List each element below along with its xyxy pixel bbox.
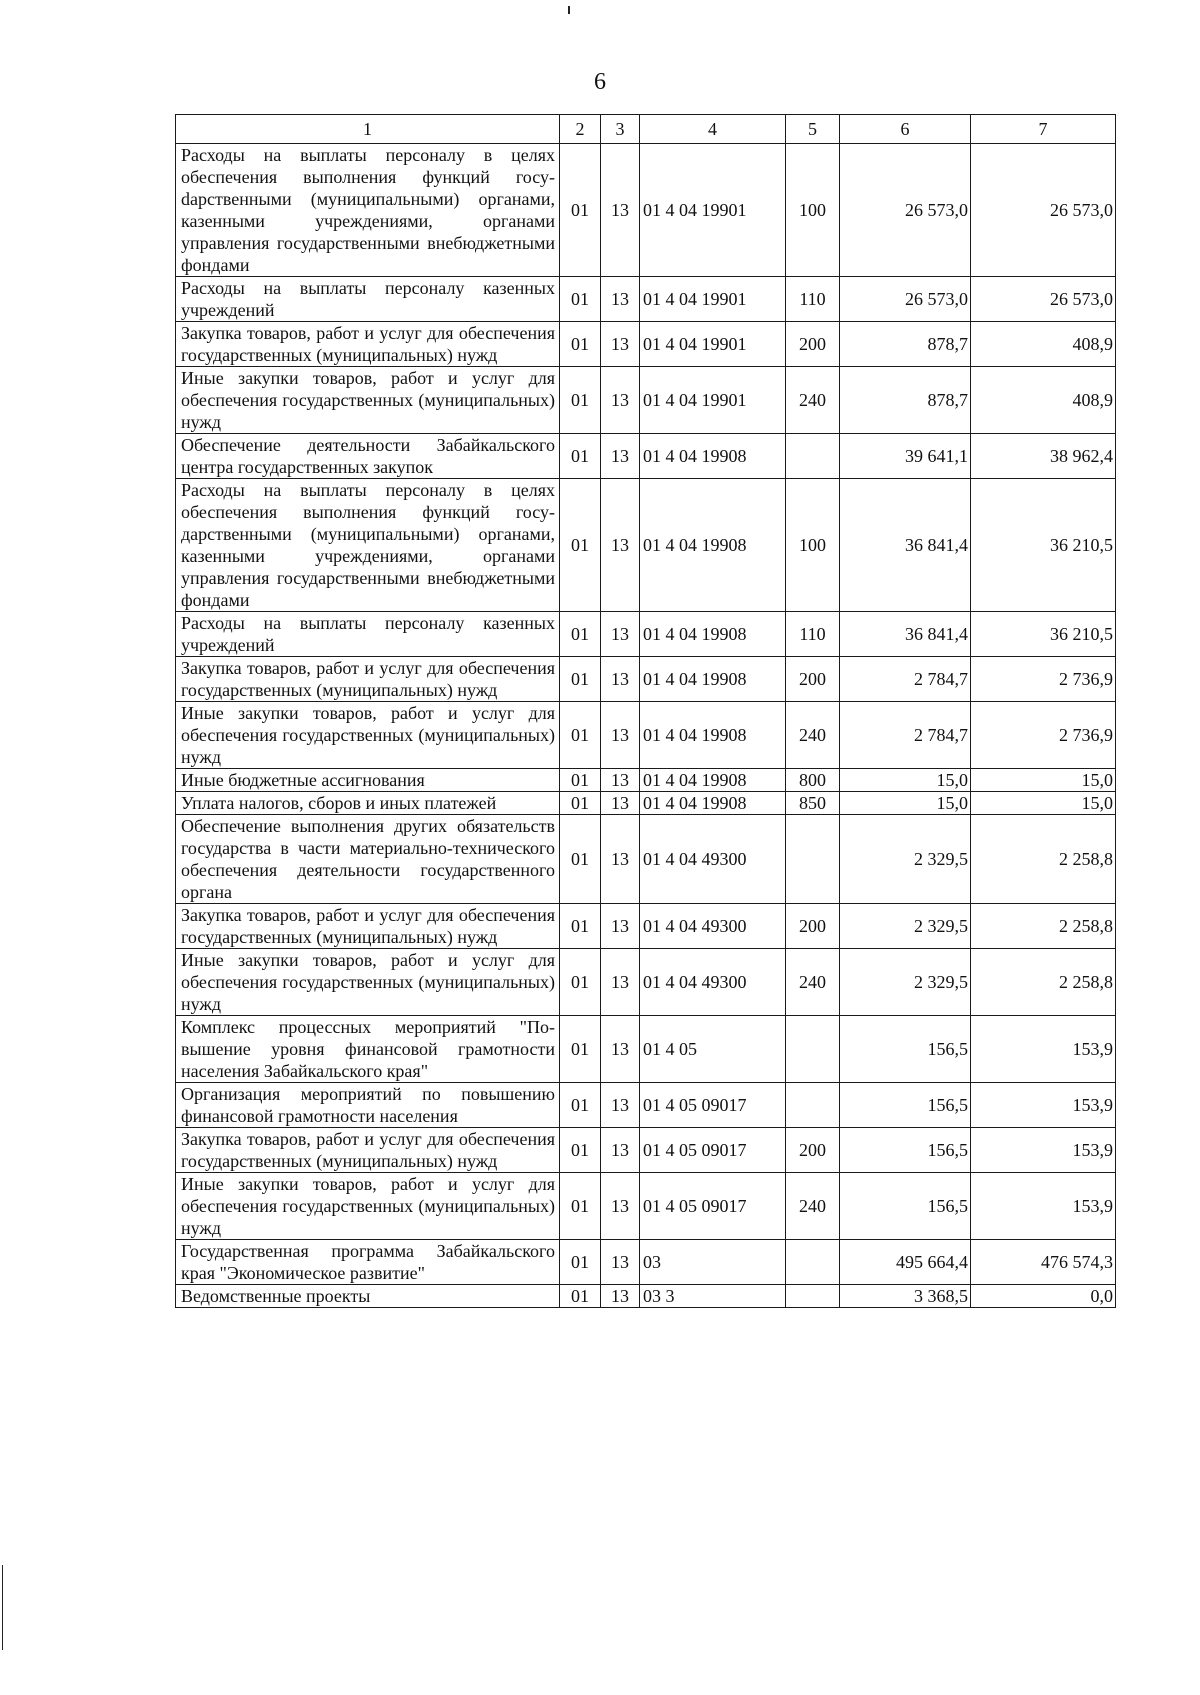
row-expense-type: [786, 1016, 840, 1083]
row-subsection-code: 13: [601, 1285, 640, 1308]
row-target-article: 03 3: [640, 1285, 786, 1308]
row-amount-col7: 2 736,9: [971, 657, 1116, 702]
row-amount-col6: 878,7: [840, 322, 971, 367]
table-row: [176, 1285, 1116, 1308]
table-row: [176, 904, 1116, 949]
table-body: [176, 144, 1116, 1308]
row-section-code: 01: [560, 1173, 601, 1240]
row-description: Ведомственные проекты: [176, 1285, 560, 1308]
row-expense-type: 200: [786, 1128, 840, 1173]
row-subsection-code: 13: [601, 815, 640, 904]
column-header-1: 1: [176, 115, 560, 144]
row-amount-col6: 495 664,4: [840, 1240, 971, 1285]
row-section-code: 01: [560, 1016, 601, 1083]
row-section-code: 01: [560, 769, 601, 792]
row-target-article: 01 4 04 19908: [640, 769, 786, 792]
table-row: [176, 144, 1116, 277]
row-amount-col7: 26 573,0: [971, 277, 1116, 322]
row-target-article: 01 4 04 19908: [640, 702, 786, 769]
row-amount-col7: 2 258,8: [971, 949, 1116, 1016]
row-section-code: 01: [560, 792, 601, 815]
row-amount-col6: 39 641,1: [840, 434, 971, 479]
row-description: Обеспечение выполнения других обязательств государства в части материально-технического обеспечения деятельности государственного органа: [176, 815, 560, 904]
table-row: [176, 612, 1116, 657]
row-description: Иные закупки товаров, работ и услуг для обеспечения государственных (муниципальных) нужд: [176, 367, 560, 434]
row-target-article: 01 4 05 09017: [640, 1128, 786, 1173]
row-amount-col6: 2 784,7: [840, 657, 971, 702]
row-expense-type: 110: [786, 612, 840, 657]
row-subsection-code: 13: [601, 657, 640, 702]
row-amount-col7: 36 210,5: [971, 479, 1116, 612]
column-header-3: 3: [601, 115, 640, 144]
row-description: Иные бюджетные ассигнования: [176, 769, 560, 792]
row-target-article: 01 4 04 49300: [640, 949, 786, 1016]
row-expense-type: [786, 1285, 840, 1308]
row-subsection-code: 13: [601, 322, 640, 367]
row-amount-col7: 476 574,3: [971, 1240, 1116, 1285]
table-row: [176, 792, 1116, 815]
row-section-code: 01: [560, 904, 601, 949]
row-description: Расходы на выплаты персоналу казенных учреждений: [176, 612, 560, 657]
table-row: [176, 815, 1116, 904]
row-subsection-code: 13: [601, 1128, 640, 1173]
row-target-article: 01 4 04 19908: [640, 792, 786, 815]
row-target-article: 01 4 04 49300: [640, 815, 786, 904]
row-amount-col7: 36 210,5: [971, 612, 1116, 657]
row-amount-col7: 408,9: [971, 322, 1116, 367]
column-header-5: 5: [786, 115, 840, 144]
row-amount-col6: 156,5: [840, 1083, 971, 1128]
column-header-4: 4: [640, 115, 786, 144]
table-row: [176, 277, 1116, 322]
row-expense-type: 110: [786, 277, 840, 322]
row-description: Государственная программа Забайкальского края "Экономическое развитие": [176, 1240, 560, 1285]
row-target-article: 01 4 04 19908: [640, 657, 786, 702]
row-section-code: 01: [560, 1285, 601, 1308]
row-amount-col6: 15,0: [840, 769, 971, 792]
row-amount-col7: 15,0: [971, 769, 1116, 792]
row-target-article: 01 4 04 19908: [640, 612, 786, 657]
row-amount-col6: 26 573,0: [840, 144, 971, 277]
row-amount-col7: 0,0: [971, 1285, 1116, 1308]
row-amount-col7: 38 962,4: [971, 434, 1116, 479]
row-amount-col6: 26 573,0: [840, 277, 971, 322]
table-row: [176, 1173, 1116, 1240]
table-row: [176, 657, 1116, 702]
row-expense-type: 240: [786, 702, 840, 769]
row-expense-type: 240: [786, 367, 840, 434]
row-description: Комплекс процессных мероприятий "Повышение уровня финансовой грамотности населения Забайкальского края": [176, 1016, 560, 1083]
table-row: [176, 769, 1116, 792]
row-expense-type: 200: [786, 904, 840, 949]
row-amount-col6: 2 784,7: [840, 702, 971, 769]
row-amount-col6: 36 841,4: [840, 612, 971, 657]
row-description: Расходы на выплаты персоналу в целях обеспечения выполнения функций госуdарственными (муниципальными) органами, казенными учреждениями, органами управления государственными внебюджетными фондами: [176, 144, 560, 277]
row-expense-type: [786, 434, 840, 479]
row-expense-type: 240: [786, 1173, 840, 1240]
row-subsection-code: 13: [601, 702, 640, 769]
row-expense-type: [786, 815, 840, 904]
row-description: Иные закупки товаров, работ и услуг для обеспечения государственных (муниципальных) нужд: [176, 702, 560, 769]
row-description: Закупка товаров, работ и услуг для обеспечения государственных (муниципальных) нужд: [176, 322, 560, 367]
scan-mark-left-margin: [2, 1565, 3, 1650]
row-amount-col6: 2 329,5: [840, 815, 971, 904]
column-header-6: 6: [840, 115, 971, 144]
row-amount-col7: 153,9: [971, 1173, 1116, 1240]
row-amount-col7: 15,0: [971, 792, 1116, 815]
row-description: Расходы на выплаты персоналу в целях обеспечения выполнения функций государственными (муниципальными) органами, казенными учреждениями, органами управления государственными внебюджетными фондами: [176, 479, 560, 612]
row-expense-type: 100: [786, 479, 840, 612]
row-target-article: 01 4 04 19901: [640, 277, 786, 322]
column-header-7: 7: [971, 115, 1116, 144]
row-section-code: 01: [560, 949, 601, 1016]
row-amount-col7: 153,9: [971, 1016, 1116, 1083]
row-target-article: 01 4 05 09017: [640, 1083, 786, 1128]
row-description: Уплата налогов, сборов и иных платежей: [176, 792, 560, 815]
row-subsection-code: 13: [601, 367, 640, 434]
row-subsection-code: 13: [601, 769, 640, 792]
table-row: [176, 702, 1116, 769]
row-amount-col7: 408,9: [971, 367, 1116, 434]
row-subsection-code: 13: [601, 904, 640, 949]
row-amount-col6: 156,5: [840, 1128, 971, 1173]
row-amount-col6: 156,5: [840, 1016, 971, 1083]
row-description: Закупка товаров, работ и услуг для обеспечения государственных (муниципальных) нужд: [176, 657, 560, 702]
row-section-code: 01: [560, 1128, 601, 1173]
row-target-article: 01 4 04 49300: [640, 904, 786, 949]
table-header-row: [176, 115, 1116, 144]
row-description: Закупка товаров, работ и услуг для обеспечения государственных (муниципальных) нужд: [176, 1128, 560, 1173]
table-row: [176, 434, 1116, 479]
table-row: [176, 1083, 1116, 1128]
row-amount-col6: 3 368,5: [840, 1285, 971, 1308]
row-section-code: 01: [560, 815, 601, 904]
row-target-article: 01 4 04 19908: [640, 434, 786, 479]
row-target-article: 01 4 05 09017: [640, 1173, 786, 1240]
row-description: Иные закупки товаров, работ и услуг для обеспечения государственных (муниципальных) нужд: [176, 1173, 560, 1240]
row-expense-type: [786, 1240, 840, 1285]
row-section-code: 01: [560, 144, 601, 277]
row-expense-type: 100: [786, 144, 840, 277]
row-subsection-code: 13: [601, 1173, 640, 1240]
row-expense-type: 200: [786, 657, 840, 702]
row-section-code: 01: [560, 1083, 601, 1128]
row-amount-col7: 2 258,8: [971, 904, 1116, 949]
row-amount-col6: 2 329,5: [840, 949, 971, 1016]
row-subsection-code: 13: [601, 792, 640, 815]
row-section-code: 01: [560, 277, 601, 322]
row-subsection-code: 13: [601, 1016, 640, 1083]
row-expense-type: 850: [786, 792, 840, 815]
row-section-code: 01: [560, 367, 601, 434]
page-number: 6: [594, 69, 606, 95]
row-amount-col7: 153,9: [971, 1083, 1116, 1128]
row-amount-col7: 26 573,0: [971, 144, 1116, 277]
row-section-code: 01: [560, 657, 601, 702]
row-expense-type: [786, 1083, 840, 1128]
row-amount-col6: 2 329,5: [840, 904, 971, 949]
row-section-code: 01: [560, 434, 601, 479]
row-section-code: 01: [560, 479, 601, 612]
row-section-code: 01: [560, 612, 601, 657]
row-section-code: 01: [560, 322, 601, 367]
row-amount-col7: 2 258,8: [971, 815, 1116, 904]
table-row: [176, 479, 1116, 612]
row-target-article: 01 4 04 19908: [640, 479, 786, 612]
table-row: [176, 322, 1116, 367]
row-expense-type: 200: [786, 322, 840, 367]
row-target-article: 03: [640, 1240, 786, 1285]
row-section-code: 01: [560, 702, 601, 769]
row-description: Иные закупки товаров, работ и услуг для обеспечения государственных (муниципальных) нужд: [176, 949, 560, 1016]
row-description: Расходы на выплаты персоналу казенных учреждений: [176, 277, 560, 322]
row-target-article: 01 4 04 19901: [640, 322, 786, 367]
table-row: [176, 1240, 1116, 1285]
row-section-code: 01: [560, 1240, 601, 1285]
row-description: Обеспечение деятельности Забайкальского центра государственных закупок: [176, 434, 560, 479]
budget-table: [175, 114, 1116, 1308]
table-row: [176, 367, 1116, 434]
row-target-article: 01 4 04 19901: [640, 144, 786, 277]
column-header-2: 2: [560, 115, 601, 144]
table-row: [176, 1016, 1116, 1083]
row-subsection-code: 13: [601, 1240, 640, 1285]
row-subsection-code: 13: [601, 949, 640, 1016]
row-amount-col6: 878,7: [840, 367, 971, 434]
row-amount-col6: 36 841,4: [840, 479, 971, 612]
row-amount-col6: 156,5: [840, 1173, 971, 1240]
row-amount-col7: 153,9: [971, 1128, 1116, 1173]
row-subsection-code: 13: [601, 479, 640, 612]
row-subsection-code: 13: [601, 277, 640, 322]
row-amount-col6: 15,0: [840, 792, 971, 815]
row-amount-col7: 2 736,9: [971, 702, 1116, 769]
row-subsection-code: 13: [601, 1083, 640, 1128]
row-description: Закупка товаров, работ и услуг для обеспечения государственных (муниципальных) нужд: [176, 904, 560, 949]
row-subsection-code: 13: [601, 144, 640, 277]
row-target-article: 01 4 04 19901: [640, 367, 786, 434]
table-row: [176, 949, 1116, 1016]
row-target-article: 01 4 05: [640, 1016, 786, 1083]
table-row: [176, 1128, 1116, 1173]
row-description: Организация мероприятий по повышению финансовой грамотности населения: [176, 1083, 560, 1128]
row-subsection-code: 13: [601, 434, 640, 479]
row-expense-type: 800: [786, 769, 840, 792]
scan-mark-top: [568, 6, 570, 14]
row-expense-type: 240: [786, 949, 840, 1016]
row-subsection-code: 13: [601, 612, 640, 657]
